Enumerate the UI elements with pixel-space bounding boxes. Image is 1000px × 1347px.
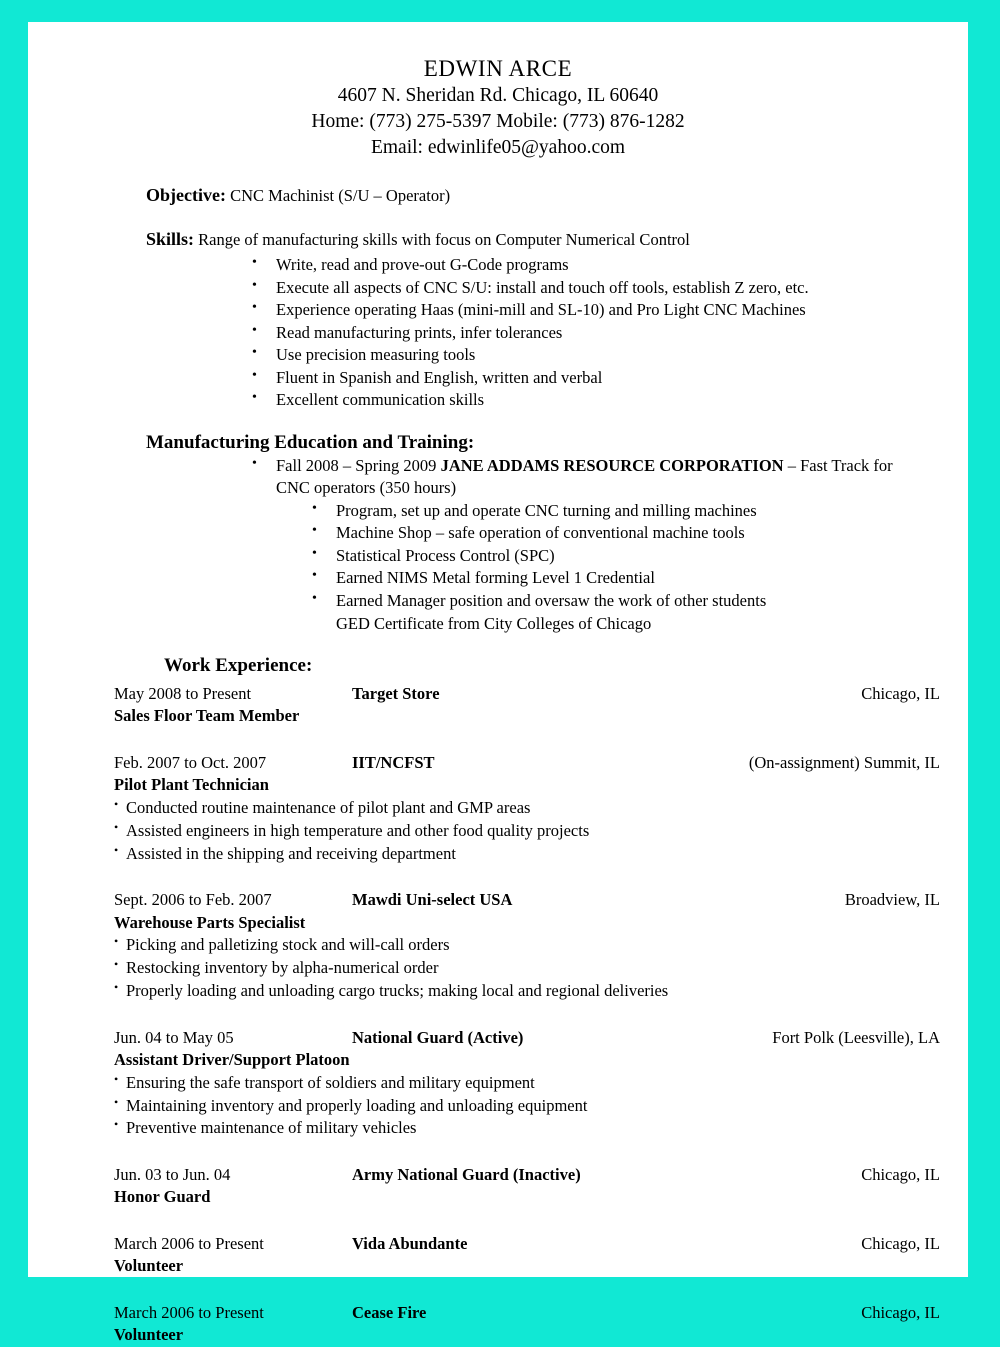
job-title: Assistant Driver/Support Platoon	[114, 1049, 350, 1069]
job-header-row	[114, 683, 940, 705]
job-header-row	[114, 1027, 940, 1049]
list-item: • Ensuring the safe transport of soldiers and military equipment	[114, 1072, 940, 1095]
work-experience-heading: Work Experience:	[164, 655, 313, 677]
education-program-list	[146, 455, 908, 500]
job-entry	[114, 1027, 940, 1140]
list-item: • Statistical Process Control (SPC)	[310, 545, 908, 568]
list-item: • Read manufacturing prints, infer tolerances	[250, 322, 908, 345]
job-location: Broadview, IL	[844, 890, 940, 910]
job-entry	[114, 1302, 940, 1347]
job-title: Volunteer	[114, 1325, 184, 1345]
list-item: • Earned NIMS Metal forming Level 1 Credential	[310, 567, 908, 590]
job-date: March 2006 to Present	[114, 1234, 264, 1254]
education-institution: JANE ADDAMS RESOURCE CORPORATION	[440, 455, 784, 475]
job-company: Target Store	[352, 684, 440, 704]
resume-header	[28, 22, 968, 161]
job-bullets	[114, 1072, 940, 1140]
job-date: March 2006 to Present	[114, 1303, 264, 1323]
list-item: • Program, set up and operate CNC turning and milling machines	[310, 500, 908, 523]
list-item	[250, 455, 908, 500]
job-location: Chicago, IL	[861, 1165, 940, 1185]
education-dates: Fall 2008 – Spring 2009	[276, 455, 441, 475]
job-company: Army National Guard (Inactive)	[352, 1165, 581, 1185]
list-item: • Use precision measuring tools	[250, 344, 908, 367]
resume-body	[28, 183, 968, 677]
objective-section	[146, 183, 908, 209]
job-date: May 2008 to Present	[114, 684, 252, 704]
job-header-row	[114, 1233, 940, 1255]
job-company: Vida Abundante	[352, 1234, 468, 1254]
list-item: • Preventive maintenance of military vehicles	[114, 1117, 940, 1140]
list-item: • Picking and palletizing stock and will-call orders	[114, 934, 940, 957]
candidate-email: Email: edwinlife05@yahoo.com	[370, 137, 626, 159]
resume-page	[28, 22, 968, 1345]
list-item: • Conducted routine maintenance of pilot plant and GMP areas	[114, 797, 940, 820]
list-item: • Execute all aspects of CNC S/U: install and touch off tools, establish Z zero, etc.	[250, 277, 908, 300]
job-title: Sales Floor Team Member	[114, 706, 300, 726]
skills-label: Skills:	[146, 228, 195, 249]
skills-section	[146, 227, 908, 253]
job-date: Feb. 2007 to Oct. 2007	[114, 753, 267, 773]
job-company: Cease Fire	[352, 1303, 427, 1323]
job-location: (On-assignment) Summit, IL	[748, 753, 940, 773]
list-item: • Excellent communication skills	[250, 389, 908, 412]
job-title: Honor Guard	[114, 1187, 211, 1207]
job-date: Jun. 03 to Jun. 04	[114, 1165, 231, 1185]
skills-list	[146, 254, 908, 412]
list-item: • Machine Shop – safe operation of conventional machine tools	[310, 522, 908, 545]
job-header-row	[114, 1164, 940, 1186]
job-company: National Guard (Active)	[352, 1027, 524, 1047]
job-location: Fort Polk (Leesville), LA	[772, 1027, 940, 1047]
education-heading: Manufacturing Education and Training:	[146, 431, 475, 453]
work-experience-list	[28, 683, 968, 1347]
list-item: • Write, read and prove-out G-Code programs	[250, 254, 908, 277]
job-header-row	[114, 889, 940, 911]
list-item: • Maintaining inventory and properly loading and unloading equipment	[114, 1095, 940, 1118]
job-header-row	[114, 1302, 940, 1324]
job-title: Warehouse Parts Specialist	[114, 912, 306, 932]
list-item: • Fluent in Spanish and English, written and verbal	[250, 367, 908, 390]
objective-text: CNC Machinist (S/U – Operator)	[230, 186, 451, 206]
list-item: • Restocking inventory by alpha-numerical order	[114, 957, 940, 980]
job-entry	[114, 1233, 940, 1278]
spacer	[146, 211, 908, 227]
job-company: IIT/NCFST	[352, 753, 435, 773]
job-entry	[114, 752, 940, 865]
job-date: Jun. 04 to May 05	[114, 1027, 234, 1047]
job-title: Volunteer	[114, 1256, 184, 1276]
job-bullets	[114, 934, 940, 1002]
list-item: • Earned Manager position and oversaw the work of other students	[310, 590, 908, 613]
list-item: • Assisted in the shipping and receiving department	[114, 843, 940, 866]
resume-content	[28, 22, 968, 1345]
job-entry	[114, 683, 940, 728]
education-detail: – Fast Track for CNC operators (350 hours)	[276, 455, 893, 498]
job-date: Sept. 2006 to Feb. 2007	[114, 890, 272, 910]
candidate-name: EDWIN ARCE	[423, 56, 573, 81]
job-header-row	[114, 752, 940, 774]
job-location: Chicago, IL	[861, 684, 940, 704]
list-item: • Properly loading and unloading cargo trucks; making local and regional deliveries	[114, 980, 940, 1003]
candidate-phones: Home: (773) 275-5397 Mobile: (773) 876-1282	[311, 111, 685, 133]
job-entry	[114, 1164, 940, 1209]
candidate-address: 4607 N. Sheridan Rd. Chicago, IL 60640	[337, 85, 659, 107]
job-location: Chicago, IL	[861, 1303, 940, 1323]
job-bullets	[114, 797, 940, 865]
list-item: • Experience operating Haas (mini-mill and SL-10) and Pro Light CNC Machines	[250, 299, 908, 322]
education-items-list	[146, 500, 908, 635]
list-item: • Assisted engineers in high temperature and other food quality projects	[114, 820, 940, 843]
objective-label: Objective:	[146, 185, 226, 206]
job-entry	[114, 889, 940, 1002]
job-company: Mawdi Uni-select USA	[352, 890, 513, 910]
job-location: Chicago, IL	[861, 1234, 940, 1254]
job-title: Pilot Plant Technician	[114, 775, 269, 795]
skills-text: Range of manufacturing skills with focus on Computer Numerical Control	[198, 229, 690, 249]
education-ged: GED Certificate from City Colleges of Chicago	[336, 613, 652, 633]
